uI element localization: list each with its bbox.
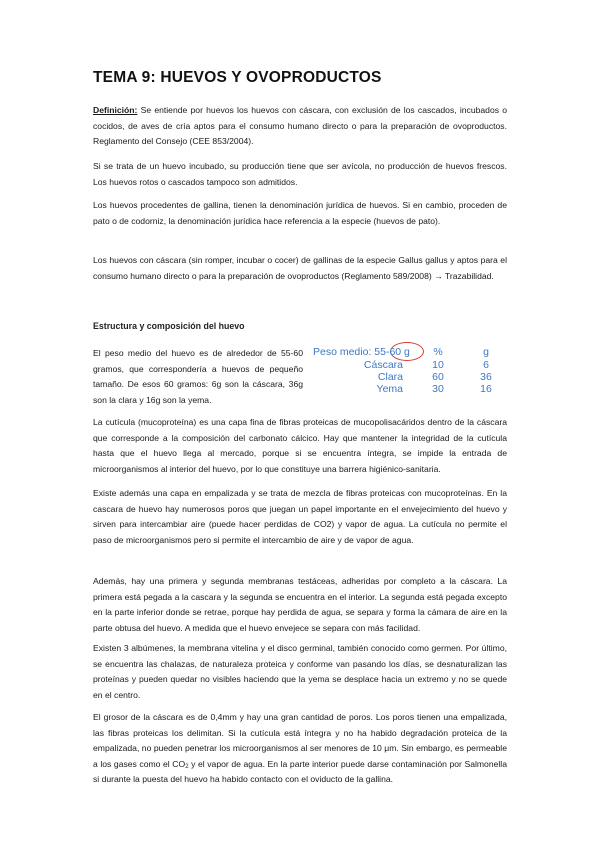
- grosor-text-2: y el vapor de agua. En la parte interior puede darse contaminación por Salmonella si durante la puesta del huevo ha habido contacto con el oviducto de la gallina.: [93, 758, 507, 785]
- co2-subscript: 2: [185, 763, 189, 770]
- paragraph-membranas: Además, hay una primera y segunda membranas testáceas, adheridas por completo a la cáscara. La primera está pegada a la cascara y la segunda se encuentra en el interior. La segunda está pegada excepto en la parte inferior donde se retrae, porque hay perdida de agua, se separa y forma la cámara de aire en la parte obtusa del huevo. A medida que el huevo envejece se separa con más facilidad.: [93, 576, 507, 633]
- table-row-label: Clara: [377, 371, 403, 383]
- definition-text: Se entiende por huevos los huevos con cáscara, con exclusión de los cascados, incubados o cocidos, de aves de cría aptos para el consumo humano directo o para la preparación de ovoproductos. Reglamento del Consejo (CEE 853/2004).: [93, 105, 507, 147]
- table-row-label: Yema: [376, 383, 403, 395]
- table-row-g: 6: [483, 359, 489, 371]
- paragraph-albumenes: Existen 3 albúmenes, la membrana vitelina y el disco germinal, también conocido como germen. Por último, se encuentra las chalazas, de naturaleza proteica y conforme van pasando los días, se desnaturalizan las proteínas y pueden quedar no visibles haciendo que la yema se desplace hacia un extremo y no se quede en el centro.: [93, 643, 507, 700]
- grosor-text-1: El grosor de la cáscara es de 0,4mm y hay una gran cantidad de poros. Los poros tienen una empalizada, las fibras proteicas los delimitan. Si la cutícula está íntegra y no ha habido degradación proteica de la empalizada, no pueden penetrar los microorganismos al ser menores de 10 μm. Sin embargo, es permeable a los gases como el CO: [93, 712, 507, 769]
- table-col-g: g: [483, 346, 489, 358]
- paragraph-incubado: Si se trata de un huevo incubado, su producción tiene que ser avícola, no producción de huevos frescos. Los huevos rotos o cascados tampoco son admitidos.: [93, 161, 507, 187]
- page-title: TEMA 9: HUEVOS Y OVOPRODUCTOS: [93, 69, 382, 86]
- paragraph-gallina: Los huevos procedentes de gallina, tienen la denominación jurídica de huevos. Si en cambio, proceden de pato o de codorniz, la denominación jurídica hace referencia a la especie (huevos de pato).: [93, 200, 507, 226]
- paragraph-empalizada: Existe además una capa en empalizada y se trata de mezcla de fibras proteicas con mucoproteínas. En la cascara de huevo hay numerosos poros que juegan un papel importante en el envejecimiento del huevo y sirven para intercambiar aire (puede hacer perdidas de CO2) y vapor de agua. La cutícula no permite el paso de microorganismos pero si permite el intercambio de aire y de vapor de agua.: [93, 488, 507, 545]
- definition-paragraph: [93, 103, 507, 150]
- paragraph-grosor: [93, 710, 507, 788]
- table-header-label: Peso medio: 55-60 g: [313, 346, 410, 358]
- definition-label: Definición:: [93, 105, 138, 115]
- table-row-g: 36: [480, 371, 492, 383]
- table-col-pct: %: [433, 346, 443, 358]
- table-row-g: 16: [480, 383, 492, 395]
- paragraph-peso: El peso medio del huevo es de alrededor de 55-60 gramos, que correspondería a huevos de pequeño tamaño. De esos 60 gramos: 6g son la cáscara, 36g son la clara y 16g son la yema.: [93, 348, 303, 405]
- table-row-pct: 10: [432, 359, 444, 371]
- table-row-label: Cáscara: [363, 359, 403, 371]
- paragraph-cuticula: La cutícula (mucoproteína) es una capa fina de fibras proteicas de mucopolisacáridos dentro de la cáscara que corresponde a la composición del carbonato cálcico. Hay que mantener la integridad de la cutícula hasta que el huevo llega al mercado, porque si se encuentra íntegra, se impide la entrada de microorganismos al interior del huevo, por lo que constituye una barrera higiénico-sanitaria.: [93, 417, 507, 474]
- table-row-pct: 60: [432, 371, 444, 383]
- paragraph-cascara: Los huevos con cáscara (sin romper, incubar o cocer) de gallinas de la especie Gallus gallus y aptos para el consumo humano directo o para la preparación de ovoproductos (Reglamento 589/2008) → Trazabilidad.: [93, 255, 507, 281]
- section-title: Estructura y composición del huevo: [93, 321, 245, 331]
- table-row-pct: 30: [432, 383, 444, 395]
